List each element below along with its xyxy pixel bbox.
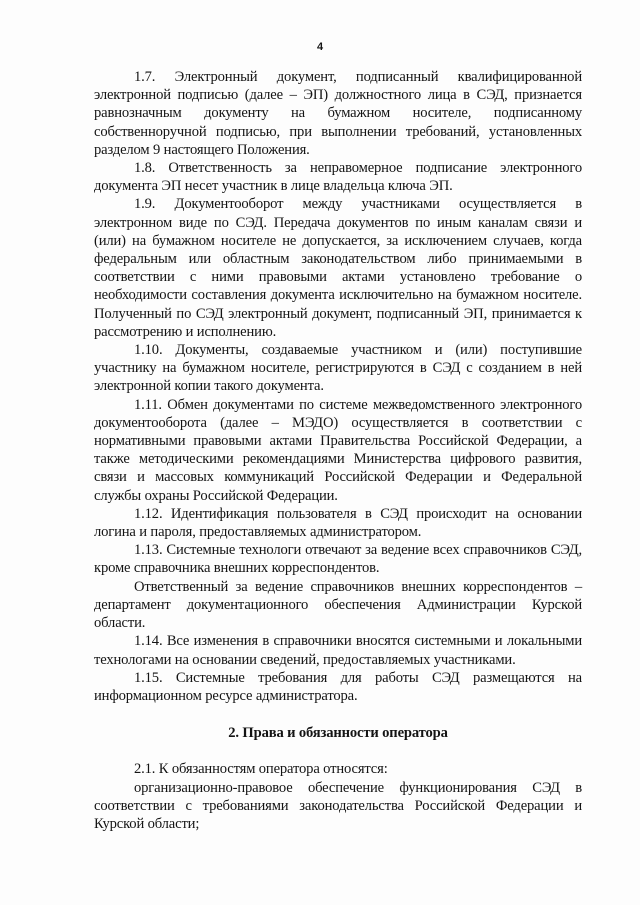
paragraph-1-13: 1.13. Системные технологи отвечают за ведение всех справочников СЭД, кроме справочника внешних корреспондентов. bbox=[94, 542, 582, 577]
paragraph-1-14: 1.14. Все изменения в справочники вносятся системными и локальными технологами на основании сведений, предоставляемых участниками. bbox=[94, 633, 582, 668]
document-body bbox=[94, 68, 582, 833]
page-number: 4 bbox=[316, 41, 324, 53]
paragraph-1-10: 1.10. Документы, создаваемые участником и (или) поступившие участнику на бумажном носителе, регистрируются в СЭД с созданием в ней электронной копии такого документа. bbox=[94, 342, 582, 395]
paragraph-2-1: 2.1. К обязанностям оператора относятся: bbox=[134, 761, 388, 778]
section-heading: 2. Права и обязанности оператора bbox=[228, 725, 448, 742]
list-item: организационно-правовое обеспечение функционирования СЭД в соответствии с требованиями законодательства Российской Федерации и Курской области; bbox=[94, 779, 582, 832]
paragraph-1-15: 1.15. Системные требования для работы СЭД размещаются на информационном ресурсе администратора. bbox=[94, 669, 582, 704]
paragraph-1-12: 1.12. Идентификация пользователя в СЭД происходит на основании логина и пароля, предоставляемых администратором. bbox=[94, 505, 582, 541]
paragraph-1-9: 1.9. Документооборот между участниками осуществляется в электронном виде по СЭД. Передача документов по иным каналам связи и (или) на бумажном носителе не допускается, за исключением случаев, когда федеральным или областным законодательством либо принимаемыми в соответствии с ними правовыми актами установлено требование о необходимости составления документа исключительно на бумажном носителе. Полученный по СЭД электронный документ, подписанный ЭП, принимается к рассмотрению и исполнению. bbox=[94, 196, 582, 340]
paragraph-external-correspondents: Ответственный за ведение справочников внешних корреспондентов – департамент документационного обеспечения Администрации Курской области. bbox=[94, 578, 582, 632]
paragraph-1-11: 1.11. Обмен документами по системе межведомственного электронного документооборота (далее – МЭДО) осуществляется в соответствии с нормативными правовыми актами Правительства Российской Федерации, а также методическими рекомендациями Министерства цифрового развития, связи и массовых коммуникаций Российской Федерации и Федеральной службы охраны Российской Федерации. bbox=[94, 396, 582, 504]
paragraph-1-8: 1.8. Ответственность за неправомерное подписание электронного документа ЭП несет участник в лице владельца ключа ЭП. bbox=[94, 160, 582, 195]
paragraph-1-7: 1.7. Электронный документ, подписанный квалифицированной электронной подписью (далее – ЭП) должностного лица в СЭД, признается равнозначным документу на бумажном носителе, подписанному собственноручной подписью, при выполнении требований, установленных разделом 9 настоящего Положения. bbox=[94, 69, 582, 158]
